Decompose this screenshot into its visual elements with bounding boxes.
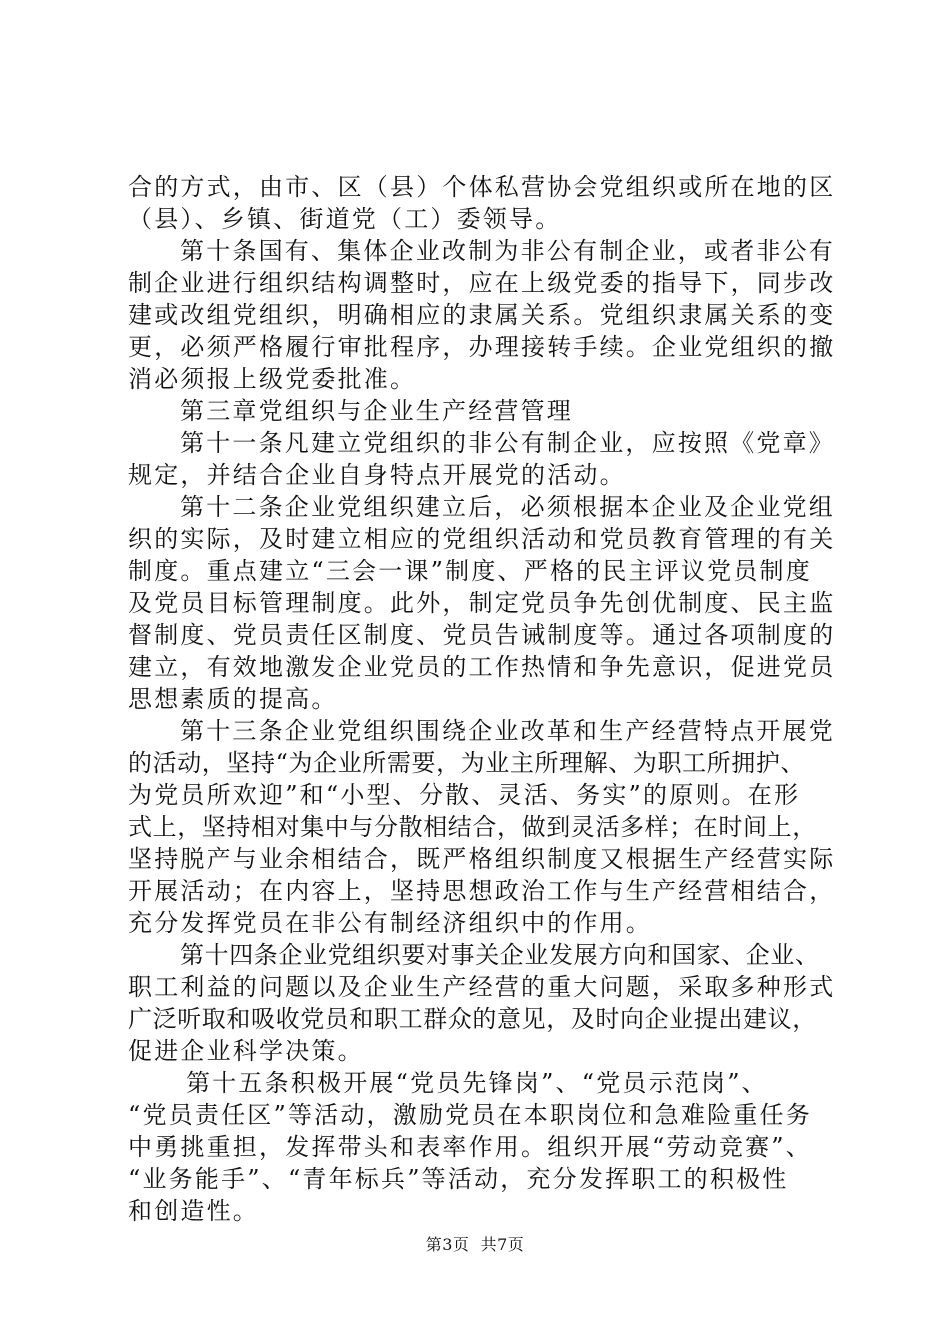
text-line: 及党员目标管理制度。此外，制定党员争先创优制度、民主监: [128, 589, 836, 617]
text-line: 督制度、党员责任区制度、党员告诫制度等。通过各项制度的: [128, 621, 836, 649]
text-line: 促进企业科学决策。: [128, 1037, 364, 1065]
text-line: 制企业进行组织结构调整时，应在上级党委的指导下，同步改: [128, 269, 836, 297]
text-line: 建或改组党组织，明确相应的隶属关系。党组织隶属关系的变: [128, 301, 836, 329]
text-line: 建立，有效地激发企业党员的工作热情和争先意识，促进党员: [128, 653, 836, 681]
article-13-start: 第十三条企业党组织围绕企业改革和生产经营特点开展党: [180, 717, 835, 745]
article-10-start: 第十条国有、集体企业改制为非公有制企业，或者非公有: [180, 237, 835, 265]
text-line: 消必须报上级党委批准。: [128, 365, 417, 393]
text-line: 开展活动；在内容上，坚持思想政治工作与生产经营相结合，: [128, 877, 836, 905]
text-line: 制度。重点建立“三会一课”制度、严格的民主评议党员制度: [128, 557, 812, 585]
text-line: （县）、乡镇、街道党（工）委领导。: [128, 205, 562, 233]
text-line: 为党员所欢迎”和“小型、分散、灵活、务实”的原则。在形: [128, 781, 801, 809]
text-line: 职工利益的问题以及企业生产经营的重大问题，采取多种形式: [128, 973, 836, 1001]
text-line: 合的方式，由市、区（县）个体私营协会党组织或所在地的区: [128, 173, 836, 201]
article-12-start: 第十二条企业党组织建立后，必须根据本企业及企业党组: [180, 493, 835, 521]
text-line: 式上，坚持相对集中与分散相结合，做到灵活多样；在时间上，: [128, 813, 817, 841]
text-line: 规定，并结合企业自身特点开展党的活动。: [128, 461, 626, 489]
text-line: 思想素质的提高。: [128, 685, 338, 713]
text-line: 中勇挑重担，发挥带头和表率作用。组织开展“劳动竞赛”、: [128, 1133, 812, 1161]
text-line: 和创造性。: [128, 1197, 259, 1225]
text-line: 更，必须严格履行审批程序，办理接转手续。企业党组织的撤: [128, 333, 836, 361]
document-body: [128, 171, 836, 1227]
text-line: “业务能手”、“青年标兵”等活动，充分发挥职工的积极性: [128, 1165, 789, 1193]
text-line: 的活动，坚持“为企业所需要，为业主所理解、为职工所拥护、: [128, 749, 806, 777]
chapter-3-heading: 第三章党组织与企业生产经营管理: [180, 397, 573, 425]
text-line: 广泛听取和吸收党员和职工群众的意见，及时向企业提出建议，: [128, 1005, 817, 1033]
text-line: 坚持脱产与业余相结合，既严格组织制度又根据生产经营实际: [128, 845, 836, 873]
page-number: 第3页 共7页: [425, 1235, 525, 1254]
article-11-start: 第十一条凡建立党组织的非公有制企业，应按照《党章》: [180, 429, 835, 457]
page-footer: [0, 1235, 950, 1255]
text-line: “党员责任区”等活动，激励党员在本职岗位和急难险重任务: [128, 1101, 812, 1129]
article-14-start: 第十四条企业党组织要对事关企业发展方向和国家、企业、: [180, 941, 820, 969]
article-15-start: 第十五条积极开展“党员先锋岗”、“党员示范岗”、: [186, 1069, 768, 1097]
text-line: 充分发挥党员在非公有制经济组织中的作用。: [128, 909, 652, 937]
text-line: 织的实际，及时建立相应的党组织活动和党员教育管理的有关: [128, 525, 836, 553]
